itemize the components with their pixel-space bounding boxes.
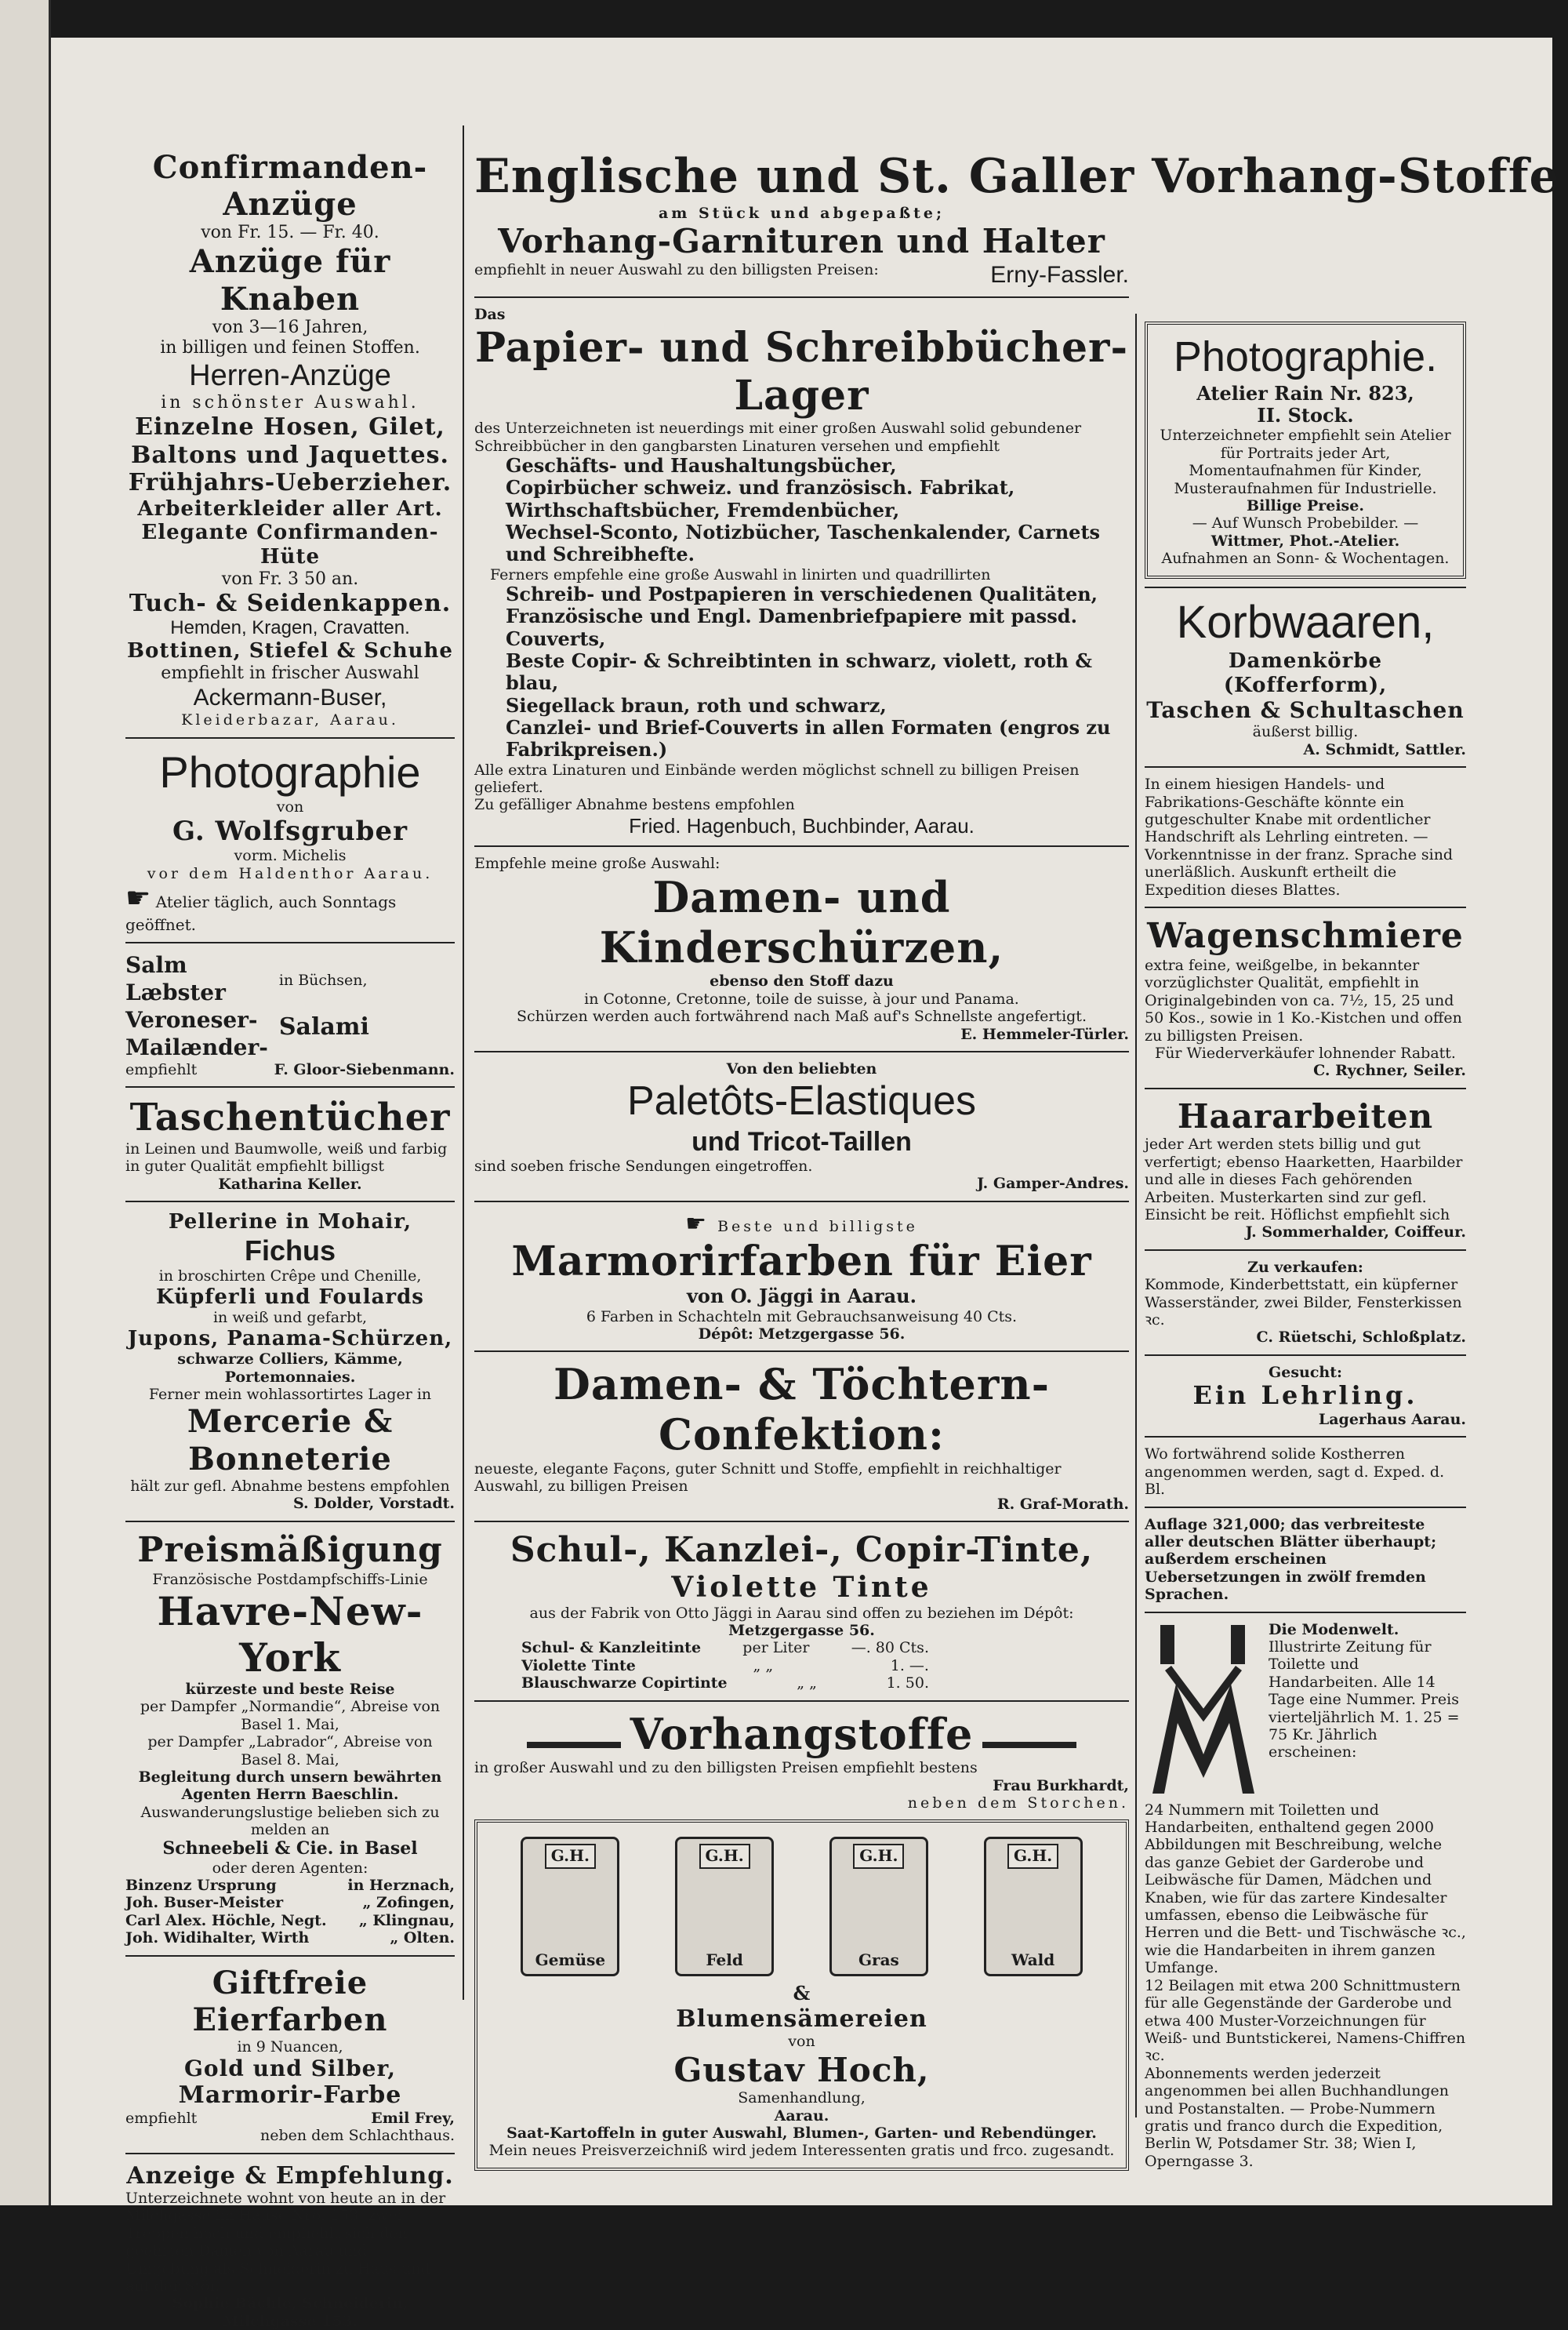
price-table <box>474 1639 1129 1692</box>
subtext: äußerst billig. <box>1252 723 1359 741</box>
item-line: Pellerine in Mohair, <box>168 1209 412 1234</box>
body-text: 6 Farben in Schachteln mit Gebrauchsanweisung 40 Cts. <box>586 1307 1018 1325</box>
seed-bag <box>675 1837 774 1976</box>
advertiser-name: J. Sommerhalder, Coiffeur. <box>1245 1223 1466 1241</box>
ad-title: Giftfreie Eierfarben <box>192 1964 388 2038</box>
ad-title: Englische und St. Galler Vorhang-Stoffe <box>474 149 1560 204</box>
item-line: Arbeiterkleider aller Art. <box>137 496 443 521</box>
subtext: vorm. Michelis <box>234 847 347 865</box>
item-heading: und Tricot-Taillen <box>691 1126 912 1157</box>
ad-title: Damen- und Kinderschürzen, <box>599 871 1004 972</box>
modenwelt-logo <box>1145 1621 1262 1801</box>
ad-title: Haararbeiten <box>1177 1096 1434 1136</box>
cell: per Liter <box>742 1639 810 1657</box>
body-text: sind soeben frische Sendungen eingetroffen. <box>474 1157 813 1175</box>
ad-title: Die Modenwelt. <box>1269 1620 1399 1638</box>
item-line: Jupons, Panama-Schürzen, <box>127 1326 453 1350</box>
subtext: empfiehlt in frischer Auswahl <box>161 663 419 683</box>
body-text: Illustrirte Zeitung für Toilette und Handarbeiten. Alle 14 Tage eine Nummer. Preis vierteljährlich M. 1. 25 = 75 Kr. Jährlich erscheinen: <box>1269 1638 1460 1761</box>
ad-title: Preismäßigung <box>137 1529 443 1570</box>
subtext: Von den beliebten <box>726 1060 877 1078</box>
advertiser-name: von O. Jäggi in Aarau. <box>686 1285 916 1308</box>
cell: Violette Tinte <box>521 1656 636 1674</box>
subtext: Aufnahmen an Sonn- & Wochentagen. <box>1161 550 1450 568</box>
ad-paletots <box>474 1060 1129 1193</box>
item-line: Billige Preise. <box>1247 496 1364 514</box>
seed-bags-illustration <box>493 1837 1110 1976</box>
agent-name: Joh. Buser-Meister <box>125 1894 284 1912</box>
subtext: von 3—16 Jahren, in billigen und feinen Stoffen. <box>160 317 420 358</box>
ad-taschentuecher <box>125 1096 455 1193</box>
item-line: Hemden, Kragen, Cravatten. <box>170 616 410 638</box>
price-range: von Fr. 15. — Fr. 40. <box>201 223 379 243</box>
subtext: in schönster Auswahl. <box>161 393 419 413</box>
item-line: Damenkörbe (Kofferform), <box>1223 649 1388 697</box>
table-row <box>521 1657 929 1674</box>
body-text: kürzeste und beste Reise <box>185 1680 395 1698</box>
item-heading: Blumensämereien <box>676 2005 927 2033</box>
item-line: schwarze Colliers, Kämme, Portemonnaies. <box>177 1350 403 1386</box>
advertiser-place: Aarau. <box>774 2106 829 2125</box>
ad-modenwelt <box>1145 1621 1466 2171</box>
list-item: Geschäfts- und Haushaltungsbücher, <box>506 454 897 478</box>
body-text: Begleitung durch unsern bewährten Agenten Herrn Baeschlin. <box>138 1768 442 1804</box>
pointing-hand-icon: ☛ <box>685 1209 710 1238</box>
bag-label: Gras <box>858 1950 899 1969</box>
subtext: von Fr. 3 50 an. <box>221 569 359 589</box>
agent-name: Carl Alex. Höchle, Negt. <box>125 1911 327 1929</box>
body-text: extra feine, weißgelbe, in bekannter vorzüglichster Qualität, empfiehlt in Originalgebinden von ca. 7½, 15, 25 und 50 Kos., sowie in 1 Ko.-Kistchen und offen zu billigsten Preisen. <box>1145 956 1462 1045</box>
adjacent-page-edge <box>0 0 51 2205</box>
ad-havre-new-york <box>125 1530 455 1947</box>
bag-mark: G.H. <box>699 1844 750 1869</box>
item-line: Küpferli und Foulards <box>156 1285 424 1309</box>
bag-mark: G.H. <box>1007 1844 1058 1869</box>
item-heading: Fichus <box>244 1234 336 1267</box>
subtext: von <box>276 798 304 816</box>
item-line: Elegante Confirmanden-Hüte <box>141 521 439 569</box>
ad-title: Vorhangstoffe <box>630 1708 974 1759</box>
subtext: in Büchsen, <box>278 972 368 990</box>
subtext: Ferner mein wohlassortirtes Lager in <box>148 1386 432 1404</box>
agent-place: in Herznach, <box>347 1877 455 1894</box>
advertiser-place: vor dem Haldenthor Aarau. <box>147 864 434 882</box>
agent-place: „ Olten. <box>390 1929 455 1947</box>
list-item: Französische und Engl. Damenbriefpapiere mit passd. Couverts, <box>506 605 1077 650</box>
body-text: Abonnements werden jederzeit angenommen bei allen Buchhandlungen und Postanstalten. — Probe-Nummern gratis und franco durch die Expedition, Berlin W, Potsdamer Str. 38; Wien I, Operngasse 3. <box>1145 2064 1449 2170</box>
body-text: neueste, elegante Façons, guter Schnitt und Stoffe, empfiehlt in reichhaltiger Auswahl, zu billigen Preisen <box>474 1459 1062 1496</box>
body-text: Alle extra Linaturen und Einbände werden möglichst schnell zu billigen Preisen geliefert. <box>474 761 1080 796</box>
ad-mercerie <box>125 1210 455 1513</box>
ad-auflage-text: Auflage 321,000; das verbreiteste aller deutschen Blätter überhaupt; außerdem erscheinen Uebersetzungen in zwölf fremden Sprachen. <box>1145 1515 1437 1604</box>
subtext: Empfehle meine große Auswahl: <box>474 855 720 873</box>
cell: 1. 50. <box>886 1674 929 1692</box>
ad-eierfarben <box>125 1965 455 2145</box>
decorative-bar <box>527 1742 621 1748</box>
item-line: Gold und Silber, <box>184 2056 396 2082</box>
body-text: Zu gefälliger Abnahme bestens empfohlen <box>474 796 795 814</box>
ad-confektion <box>474 1360 1129 1513</box>
seed-bag <box>829 1837 928 1976</box>
list-item: Canzlei- und Brief-Couverts in allen Formaten (engros zu Fabrikpreisen.) <box>506 715 1111 762</box>
ad-photographie-wittmer <box>1145 322 1466 579</box>
subtext: Beste und billigste <box>717 1217 918 1235</box>
list-item: Beste Copir- & Schreibtinten in schwarz, violett, roth & blau, <box>506 649 1093 695</box>
agent-name: Joh. Widihalter, Wirth <box>125 1929 310 1947</box>
list-item: Wirthschaftsbücher, Fremdenbücher, <box>506 498 900 522</box>
advertiser-name: Sophie Bächle, Schneiderin, <box>172 2295 408 2313</box>
advertiser-name: Fried. Hagenbuch, Buchbinder, Aarau. <box>629 813 975 838</box>
cell: —. 80 Cts. <box>851 1639 929 1657</box>
advertiser-name: A. Schmidt, Sattler. <box>1303 740 1466 758</box>
ad-zu-verkaufen <box>1145 1259 1466 1347</box>
bag-label: Feld <box>706 1950 743 1969</box>
body-text: Ferners empfehle eine große Auswahl in linirten und quadrillirten <box>490 565 991 583</box>
body-text: Unterzeichnete wohnt von heute an in der Milchgasse im Hause Nro. 153, zwei Treppen hoch und empfiehlt sich den geehrten Damen von Aarau und Umgebung als Schneiderin zu Haus und auf der Stör. <box>125 2190 446 2295</box>
body-text: Metzgergasse 56. <box>728 1621 875 1639</box>
item: Salami <box>278 1012 369 1041</box>
cell: Schul- & Kanzleitinte <box>521 1639 702 1657</box>
item-heading: Mercerie & Bonneterie <box>187 1403 394 1478</box>
ad-marmorirfarben <box>474 1210 1129 1343</box>
body-text: 12 Beilagen mit etwa 200 Schnittmustern für alle Gegenstände der Garderobe und etwa 400 Muster-Vorzeichnungen für Weiß- und Buntstickerei, Namens-Chiffren ꝛc. <box>1145 1976 1466 2065</box>
advertiser-name: C. Rychner, Seiler. <box>1313 1062 1466 1080</box>
advertiser-name: C. Rüetschi, Schloßplatz. <box>1256 1329 1466 1347</box>
ad-title: Photographie <box>159 747 421 797</box>
cell: 1. —. <box>890 1656 929 1674</box>
body-text: jeder Art werden stets billig und gut verfertigt; ebenso Haarketten, Haarbilder und alle in dieses Fach gehörenden Arbeiten. Musterkarten sind zur gefl. Einsicht be reit. Höflichst empfiehlt sich <box>1145 1136 1463 1223</box>
ad-confirmanden <box>125 149 455 729</box>
subtext: hält zur gefl. Abnahme bestens empfohlen <box>130 1477 450 1495</box>
advertiser-place: neben dem Schlachthaus. <box>260 2127 455 2145</box>
table-row <box>521 1674 929 1692</box>
pointing-hand-icon: ☛ <box>125 882 151 915</box>
list-item: Copirbücher schweiz. und französisch. Fabrikat, <box>506 476 1015 500</box>
agent-name: Binzenz Ursprung <box>125 1877 277 1894</box>
advertiser-name: Erny-Fassler. <box>990 261 1129 288</box>
advertiser-name: Lagerhaus Aarau. <box>1318 1410 1466 1428</box>
ad-schneiderin <box>125 2162 455 2330</box>
ad-schuerzen <box>474 855 1129 1042</box>
advertiser-name: Ackermann-Buser, <box>193 684 387 711</box>
ad-title: Gesucht: <box>1269 1363 1342 1381</box>
list-item: Siegellack braun, roth und schwarz, <box>506 693 887 717</box>
item-heading: II. Stock. <box>1257 404 1354 427</box>
item: Salm <box>125 952 187 979</box>
body-text: 24 Nummern mit Toiletten und Handarbeiten, enthaltend gegen 2000 Abbildungen mit Beschreibung, welche das ganze Gebiet der Garderobe und Leibwäsche für Damen, Mädchen und Knaben, wie für das zartere Kindesalter umfassen, ebenso die Leibwäsche für Herren und die Bett- und Tischwäsche ꝛc., wie die Handarbeiten in ihrem ganzen Umfange. <box>1145 1801 1466 1977</box>
item-line: Einzelne Hosen, Gilet, Baltons und Jaquettes. <box>131 413 449 469</box>
advertiser-name: S. Dolder, Vorstadt. <box>292 1495 455 1513</box>
table-row <box>521 1639 929 1656</box>
advertiser-name: Katharina Keller. <box>218 1175 362 1193</box>
list-item: Schreib- und Postpapieren in verschiedenen Qualitäten, <box>506 583 1098 606</box>
heading-knaben: Anzüge für Knaben <box>189 243 391 318</box>
subtext: empfiehlt <box>125 1061 198 1079</box>
advertiser-name: Wittmer, Phot.-Atelier. <box>1210 532 1400 550</box>
cell: Blauschwarze Copirtinte <box>521 1674 728 1692</box>
ad-title: Marmorirfarben für Eier <box>511 1237 1092 1285</box>
body-text: aus der Fabrik von Otto Jäggi in Aarau sind offen zu beziehen im Dépôt: <box>529 1604 1074 1622</box>
advertiser-name: G. Wolfsgruber <box>172 816 408 848</box>
column-left <box>125 149 455 2330</box>
advertiser-name: J. Gamper-Andres. <box>977 1175 1129 1193</box>
column-rule-1 <box>463 125 464 2000</box>
ad-title: Zu verkaufen: <box>1247 1258 1363 1276</box>
bag-mark: G.H. <box>853 1844 904 1869</box>
body-text: Auswanderungslustige belieben sich zu melden an <box>140 1803 440 1839</box>
item-line: Taschen & Schultaschen <box>1146 697 1465 724</box>
decorative-bar <box>982 1742 1076 1748</box>
subtext: in broschirten Crêpe und Chenille, <box>158 1267 422 1285</box>
agency-name: Schneebeli & Cie. in Basel <box>162 1837 418 1859</box>
bag-label: Gemüse <box>535 1950 606 1969</box>
item-line: Tuch- & Seidenkappen. <box>129 589 452 617</box>
advertiser-name: R. Graf-Morath. <box>996 1495 1129 1513</box>
body-text: in Cotonne, Cretonne, toile de suisse, à jour und Panama. <box>584 990 1019 1008</box>
ad-title: Anzeige & Empfehlung. <box>126 2161 454 2190</box>
cell: „ „ <box>797 1674 817 1692</box>
route-heading: Havre-New-York <box>157 1587 423 1681</box>
item-list <box>474 583 1129 762</box>
ad-salami <box>125 951 455 1061</box>
body-text: Für Wiederverkäufer lohnender Rabatt. <box>1155 1045 1456 1062</box>
ad-title: Damen- & Töchtern-Confektion: <box>553 1359 1050 1460</box>
ad-korbwaaren <box>1145 596 1466 759</box>
advertiser-name: E. Hemmeler-Türler. <box>960 1025 1129 1043</box>
agent-place: „ Klingnau, <box>358 1911 455 1929</box>
subtext: oder deren Agenten: <box>212 1859 368 1877</box>
item-heading: Ein Lehrling. <box>1192 1380 1418 1411</box>
body-text: Dépôt: Metzgergasse 56. <box>698 1325 906 1343</box>
ad-photographie-wolfsgruber <box>125 747 455 934</box>
ad-tinte <box>474 1530 1129 1692</box>
body-text: per Dampfer „Normandie“, Abreise von Basel 1. Mai, <box>140 1698 441 1733</box>
ad-kostherren-text: Wo fortwährend solide Kostherren angenommen werden, sagt d. Exped. d. Bl. <box>1145 1445 1445 1499</box>
advertiser-name: Frau Burkhardt, <box>993 1776 1129 1794</box>
body-text: in großer Auswahl und zu den billigsten Preisen empfiehlt bestens <box>474 1759 978 1777</box>
item-list <box>474 455 1129 566</box>
body-text: per Dampfer „Labrador“, Abreise von Basel 8. Mai, <box>147 1733 433 1768</box>
body-text: Unterzeichneter empfiehlt sein Atelier für Portraits jeder Art, Momentaufnahmen für Kinder, Musteraufnahmen für Industrielle. <box>1160 427 1451 497</box>
ampersand: & <box>793 1982 811 2005</box>
item-line: Frühjahrs-Ueberzieher. <box>128 469 452 497</box>
advertiser-place: Milchgasse 153. <box>222 2312 358 2330</box>
body-text: des Unterzeichneten ist neuerdings mit einer großen Auswahl solid gebundener Schreibbücher in den gangbarsten Linaturen versehen und empfiehlt <box>474 420 1082 455</box>
subtext: Französische Postdampfschiffs-Linie <box>152 1570 428 1588</box>
heading-herren: Herren-Anzüge <box>189 358 391 392</box>
bag-label: Wald <box>1011 1950 1055 1969</box>
subtext: ebenso den Stoff dazu <box>710 972 894 991</box>
item-heading: Atelier Rain Nr. 823, <box>1196 381 1414 405</box>
column-right <box>1145 322 1466 2170</box>
body-text: Kommode, Kinderbettstatt, ein küpferner Wasserständer, zwei Bilder, Fensterkissen ꝛc. <box>1145 1276 1462 1329</box>
ad-vorhang-stoffe <box>474 149 1560 289</box>
ad-haararbeiten <box>1145 1097 1466 1241</box>
subtext: von <box>788 2033 815 2051</box>
subtext: Das <box>474 306 506 324</box>
item: Læbster <box>125 980 226 1006</box>
subtext: empfiehlt in neuer Auswahl zu den billigsten Preisen: <box>474 260 879 278</box>
advertiser-name: Emil Frey, <box>371 2109 455 2127</box>
advertiser-name: Gustav Hoch, <box>673 2050 930 2089</box>
body-text: Schürzen werden auch fortwährend nach Maß auf's Schnellste angefertigt. <box>517 1008 1087 1026</box>
subtext: empfiehlt <box>125 2109 198 2127</box>
note: Atelier täglich, auch Sonntags geöffnet. <box>125 892 397 934</box>
column-rule-2 <box>1135 314 1137 2117</box>
item: Mailænder- <box>125 1034 268 1061</box>
ad-wagenschmiere <box>1145 916 1466 1080</box>
subtext: in 9 Nuancen, <box>237 2038 343 2056</box>
seed-bag <box>984 1837 1083 1976</box>
list-item: Wechsel-Sconto, Notizbücher, Taschenkalender, Carnets und Schreibhefte. <box>506 521 1101 566</box>
subtext: Samenhandlung, <box>738 2089 866 2107</box>
agent-place: „ Zofingen, <box>362 1894 455 1912</box>
ad-title: Wagenschmiere <box>1147 916 1464 957</box>
item-heading: Vorhang-Garnituren und Halter <box>498 222 1105 261</box>
subtext: am Stück und abgepaßte; <box>658 204 946 222</box>
ad-title: Papier- und Schreibbücher-Lager <box>474 323 1129 420</box>
advertiser-name: F. Gloor-Siebenmann. <box>274 1061 455 1079</box>
ad-title: Photographie. <box>1173 333 1438 380</box>
item-line: Bottinen, Stiefel & Schuhe <box>127 639 453 663</box>
ad-gustav-hoch <box>474 1819 1129 2170</box>
ad-lehrling-text: In einem hiesigen Handels- und Fabrikations-Geschäfte könnte ein gutgeschulter Knabe mit ordentlicher Handschrift als Lehrling eintreten. — Vorkenntnisse in der franz. Sprache sind unerläßlich. Auskunft ertheilt die Expedition dieses Blattes. <box>1145 776 1454 899</box>
cell: „ „ <box>753 1656 774 1674</box>
ad-title: Korbwaaren, <box>1176 596 1435 648</box>
ad-title: Paletôts-Elastiques <box>626 1078 977 1125</box>
body-text: in Leinen und Baumwolle, weiß und farbig in guter Qualität empfiehlt billigst <box>125 1140 448 1176</box>
ad-gesucht <box>1145 1364 1466 1429</box>
advertiser-place: neben dem Storchen. <box>907 1794 1129 1812</box>
agents-list <box>125 1877 455 1947</box>
item-heading: Violette Tinte <box>671 1571 932 1605</box>
seed-bag <box>521 1837 619 1976</box>
ad-title: Taschentücher <box>129 1096 451 1140</box>
body-text: Saat-Kartoffeln in guter Auswahl, Blumen-, Garten- und Rebendünger. <box>506 2124 1097 2142</box>
bag-mark: G.H. <box>545 1844 596 1869</box>
item-line: Marmorir-Farbe <box>178 2081 402 2110</box>
ad-papier-lager <box>474 306 1129 838</box>
ad-title: Schul-, Kanzlei-, Copir-Tinte, <box>510 1530 1094 1571</box>
item: Veroneser- <box>125 1007 258 1034</box>
subtext: in weiß und gefarbt, <box>212 1309 368 1327</box>
body-text: Mein neues Preisverzeichniß wird jedem Interessenten gratis und frco. zugesandt. <box>488 2142 1115 2160</box>
ad-vorhangstoffe-burkhardt <box>474 1710 1129 1812</box>
advertiser-place: Kleiderbazar, Aarau. <box>181 711 399 729</box>
ad-title: Confirmanden-Anzüge <box>152 149 428 224</box>
item-line: — Auf Wunsch Probebilder. — <box>1192 514 1419 533</box>
